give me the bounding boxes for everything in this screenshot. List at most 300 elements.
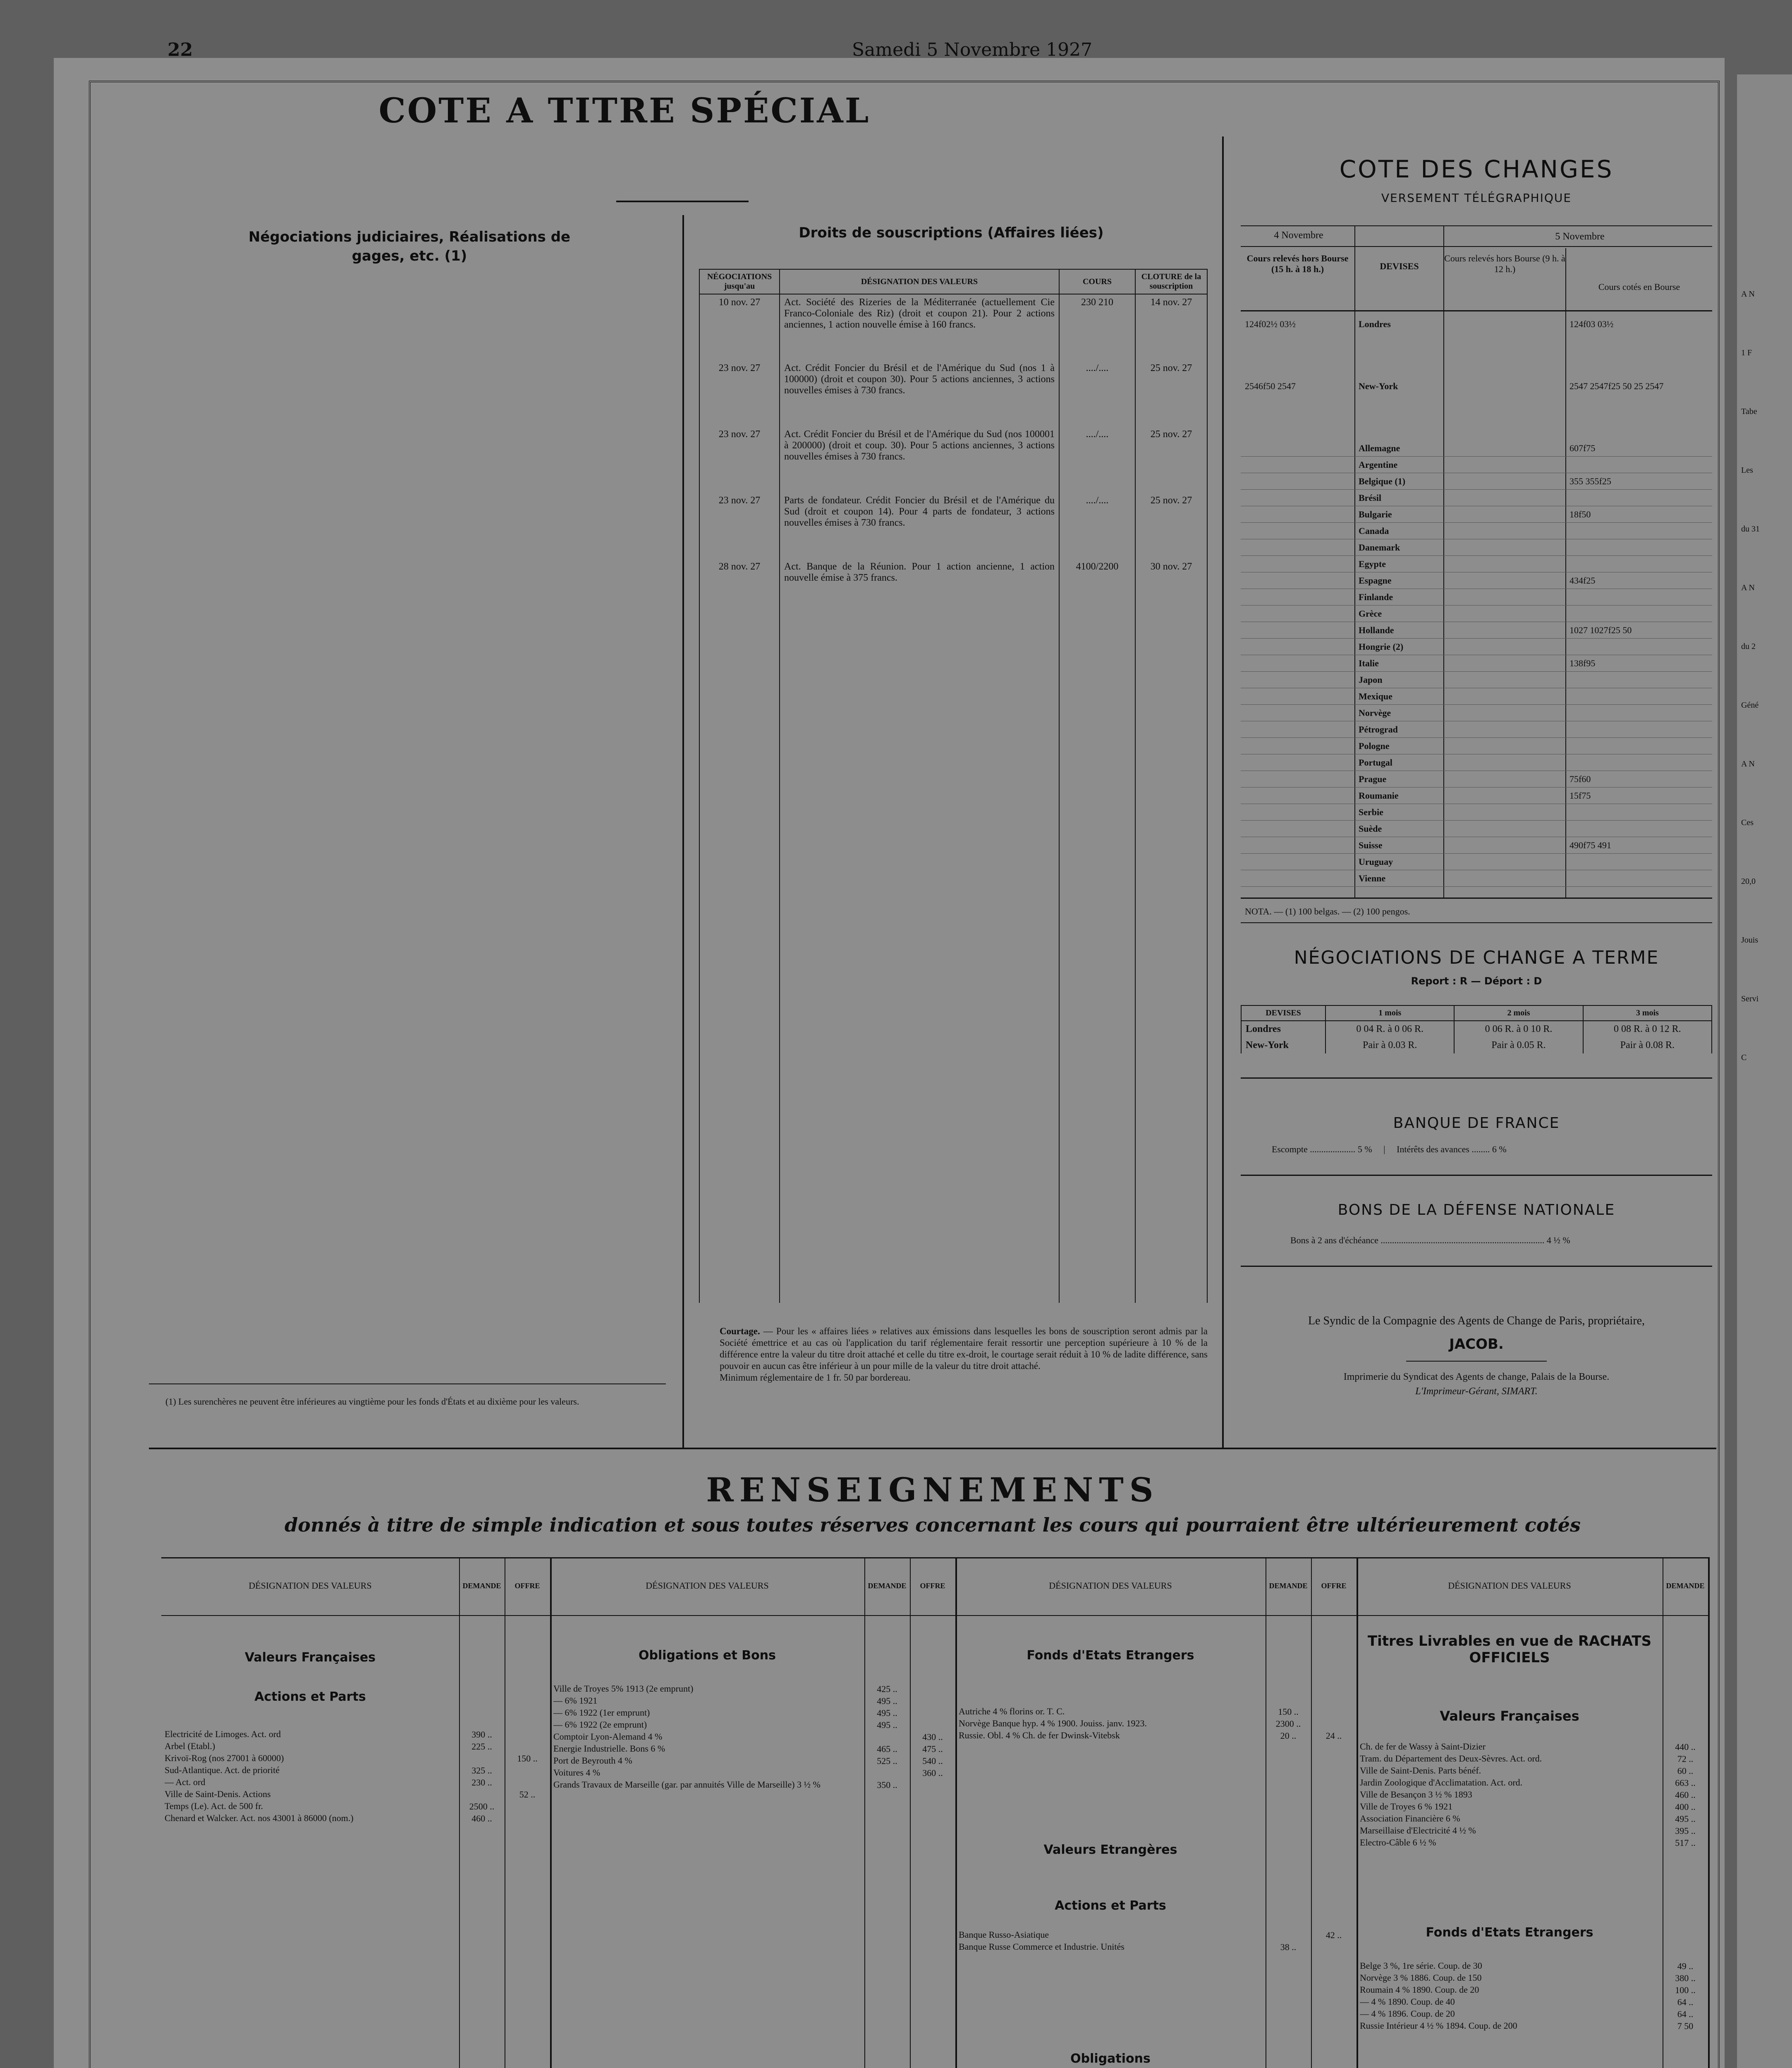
- changes-devise: Argentine: [1359, 460, 1398, 470]
- changes-row: [1241, 606, 1712, 622]
- rens-row-name: Ville de Besançon 3 ½ % 1893: [1360, 1789, 1472, 1800]
- rens-heading: Fonds d'Etats Etrangers: [1426, 1925, 1593, 1940]
- changes-devise: Italie: [1359, 658, 1379, 668]
- changes-row: [1241, 378, 1712, 395]
- souscription-row: [699, 426, 1207, 493]
- changes-devise: Brésil: [1359, 493, 1381, 503]
- rens-heading: Titres Livrables en vue de RACHATS OFFICIELS: [1367, 1633, 1652, 1666]
- changes-row: [1241, 689, 1712, 705]
- rens-col-divider: [955, 1557, 957, 2068]
- changes-row: [1241, 871, 1712, 887]
- terme-cell-m2: Pair à 0.05 R.: [1454, 1037, 1583, 1053]
- changes-devise: Serbie: [1359, 807, 1383, 817]
- rens-row-demande: 49 ..: [1677, 1961, 1694, 1971]
- changes-row-line: [1241, 489, 1712, 490]
- rens-col-divider: [550, 1557, 552, 2068]
- souscription-cell-cloture: 30 nov. 27: [1135, 559, 1207, 625]
- rens-row-demande: 225 ..: [471, 1741, 492, 1752]
- rens-col-header: DÉSIGNATION DES VALEURS: [249, 1580, 372, 1591]
- changes-row-line: [1241, 456, 1712, 457]
- col-header: NÉGOCIATIONS jusqu'au: [699, 269, 780, 294]
- bons-rule: [1241, 1266, 1712, 1267]
- changes-devise: Egypte: [1359, 559, 1386, 569]
- next-page-fragment: A N: [1741, 759, 1755, 768]
- changes-row: [1241, 854, 1712, 871]
- changes-row-line: [1241, 886, 1712, 887]
- changes-row: [1241, 316, 1712, 333]
- souscription-cell-cours: 4100/2200: [1059, 559, 1135, 625]
- bons-label: Bons à 2 ans d'échéance: [1290, 1235, 1378, 1245]
- imprimerie-line: Imprimerie du Syndicat des Agents de change, Palais de la Bourse.: [1343, 1371, 1610, 1382]
- changes-row: [1241, 556, 1712, 573]
- rens-row-demande: 495 ..: [877, 1696, 897, 1706]
- rens-row-name: — 6% 1922 (1er emprunt): [553, 1707, 650, 1718]
- souscription-filler-cell: [699, 625, 780, 1303]
- terme-rule: [1241, 1077, 1712, 1079]
- terme-col-header: 1 mois: [1325, 1005, 1454, 1021]
- terme-cell-m1: 0 04 R. à 0 06 R.: [1325, 1021, 1454, 1037]
- bons-value: 4 ½ %: [1546, 1235, 1570, 1245]
- changes-cote: 607f75: [1569, 443, 1596, 453]
- souscriptions-heading: Droits de souscriptions (Affaires liées): [799, 225, 1104, 241]
- rens-row-name: Sud-Atlantique. Act. de priorité: [165, 1765, 280, 1775]
- banque-line: Escompte .................... 5 % | Intérêts des avances ........ 6 %: [1272, 1144, 1507, 1154]
- left-footnote: (1) Les surenchères ne peuvent être inférieures au vingtième pour les fonds d'États et au dixième pour les valeurs.: [165, 1396, 579, 1407]
- col-header: CLOTURE de la souscription: [1135, 269, 1207, 294]
- rens-row-name: Russie. Obl. 4 % Ch. de fer Dwinsk-Vitebsk: [959, 1730, 1120, 1740]
- changes-note: NOTA. — (1) 100 belgas. — (2) 100 pengos.: [1245, 906, 1410, 917]
- rens-row-name: Ville de Troyes 6 % 1921: [1360, 1801, 1453, 1812]
- changes-row: [1241, 672, 1712, 689]
- changes-row-line: [1241, 555, 1712, 556]
- rens-row-name: Jardin Zoologique d'Acclimatation. Act. ord.: [1360, 1777, 1523, 1788]
- souscription-cell-designation: Act. Société des Rizeries de la Méditerranée (actuellement Cie Franco-Coloniale des Riz) (droit et coupon 21). Pour 2 actions anciennes, 1 action nouvelle émise à 160 francs.: [780, 294, 1059, 360]
- rens-row-demande: 495 ..: [1675, 1814, 1696, 1824]
- changes-rule: [1241, 922, 1712, 923]
- rens-row-name: Roumain 4 % 1890. Coup. de 20: [1360, 1984, 1479, 1995]
- rens-col-header: DEMANDE: [1666, 1582, 1705, 1590]
- rens-row-demande: 400 ..: [1675, 1802, 1696, 1812]
- souscription-cell-designation: Act. Crédit Foncier du Brésil et de l'Amérique du Sud (nos 1 à 100000) (droit et coupon 30). Pour 5 actions anciennes, 3 actions nouvelles émises à 730 francs.: [780, 360, 1059, 426]
- rens-row-name: Krivoï-Rog (nos 27001 à 60000): [165, 1753, 284, 1763]
- changes-row: [1241, 705, 1712, 722]
- rens-row-name: Russie Intérieur 4 ½ % 1894. Coup. de 200: [1360, 2020, 1517, 2031]
- rens-heading: Valeurs Françaises: [244, 1650, 376, 1665]
- souscription-cell-cours: ..../....: [1059, 493, 1135, 559]
- changes-col-header: DEVISES: [1380, 261, 1419, 271]
- next-page-fragment: A N: [1741, 583, 1755, 592]
- souscription-cell-date: 23 nov. 27: [699, 360, 780, 426]
- changes-rule: [1241, 898, 1712, 899]
- changes-row-line: [1241, 853, 1712, 854]
- rens-row-name: Ville de Saint-Denis. Parts bénéf.: [1360, 1765, 1481, 1776]
- changes-row-line: [1241, 671, 1712, 672]
- rens-col-header: DEMANDE: [462, 1582, 501, 1590]
- changes-subtitle: VERSEMENT TÉLÉGRAPHIQUE: [1381, 191, 1572, 205]
- bons-line: Bons à 2 ans d'échéance ........................................................................ 4 ½ %: [1290, 1235, 1570, 1245]
- changes-row-line: [1241, 820, 1712, 821]
- footnote-rule: [149, 1383, 666, 1384]
- changes-row: [1241, 722, 1712, 738]
- terme-cell-devise: Londres: [1241, 1021, 1325, 1037]
- next-page-fragment: du 31: [1741, 524, 1760, 534]
- changes-devise: Roumanie: [1359, 790, 1399, 801]
- terme-col-header: 2 mois: [1454, 1005, 1583, 1021]
- changes-devise: Bulgarie: [1359, 509, 1392, 519]
- next-page-fragment: du 2: [1741, 642, 1756, 651]
- terme-title: NÉGOCIATIONS DE CHANGE A TERME: [1294, 947, 1659, 968]
- rens-row-name: Association Financière 6 %: [1360, 1813, 1460, 1824]
- rens-heading: Obligations et Bons: [639, 1648, 776, 1663]
- changes-row: [1241, 440, 1712, 457]
- rens-col-header: OFFRE: [514, 1582, 540, 1590]
- page-date: Samedi 5 Novembre 1927: [852, 39, 1093, 60]
- terme-cell-devise: New-York: [1241, 1037, 1325, 1053]
- changes-row-line: [1241, 704, 1712, 705]
- rens-row-name: Belge 3 %, 1re série. Coup. de 30: [1360, 1960, 1482, 1971]
- terme-cell-m2: 0 06 R. à 0 10 R.: [1454, 1021, 1583, 1037]
- rens-row-name: Electro-Câble 6 ½ %: [1360, 1837, 1436, 1848]
- changes-devise: Uruguay: [1359, 857, 1393, 867]
- rens-row-demande: 495 ..: [877, 1708, 897, 1718]
- changes-row: [1241, 457, 1712, 474]
- changes-devise: Japon: [1359, 675, 1383, 685]
- title-underline: [616, 201, 749, 202]
- rens-row-name: Ville de Saint-Denis. Actions: [165, 1789, 271, 1799]
- next-page-fragment: 1 F: [1741, 348, 1752, 357]
- courtage-note: [720, 1326, 1208, 1383]
- rens-heading: Valeurs Etrangères: [1043, 1843, 1177, 1857]
- rens-row-offre: 360 ..: [922, 1768, 943, 1778]
- souscriptions-table: [699, 269, 1208, 1303]
- changes-devise: Mexique: [1359, 691, 1392, 701]
- rens-row-offre: 430 ..: [922, 1732, 943, 1742]
- changes-devise: Espagne: [1359, 575, 1392, 586]
- cote-special-title: COTE A TITRE SPÉCIAL: [378, 91, 871, 131]
- souscription-cell-date: 23 nov. 27: [699, 493, 780, 559]
- changes-row: [1241, 656, 1712, 672]
- adjacent-page-edge: [1737, 74, 1792, 2068]
- rens-row-demande: 150 ..: [1278, 1707, 1299, 1717]
- rens-row-demande: 395 ..: [1675, 1826, 1696, 1836]
- rens-row-name: — Act. ord: [165, 1777, 206, 1787]
- rens-col-header: DÉSIGNATION DES VALEURS: [1448, 1580, 1571, 1591]
- changes-date-left: 4 Novembre: [1274, 230, 1323, 241]
- changes-devise: Pétrograd: [1359, 724, 1398, 735]
- changes-devise: Allemagne: [1359, 443, 1400, 453]
- changes-row: [1241, 771, 1712, 788]
- rens-heading: Actions et Parts: [1055, 1898, 1166, 1913]
- souscription-cell-date: 23 nov. 27: [699, 426, 780, 493]
- souscription-cell-date: 10 nov. 27: [699, 294, 780, 360]
- changes-devise: New-York: [1359, 381, 1398, 391]
- rens-row-name: Port de Beyrouth 4 %: [553, 1755, 632, 1766]
- rens-row-name: Norvège Banque hyp. 4 % 1900. Jouiss. janv. 1923.: [959, 1718, 1147, 1728]
- changes-devise: Pologne: [1359, 741, 1390, 751]
- souscription-cell-cours: 230 210: [1059, 294, 1135, 360]
- souscription-row: [699, 360, 1207, 426]
- rens-heading: Actions et Parts: [254, 1690, 366, 1704]
- rens-row-demande: 7 50: [1677, 2021, 1694, 2031]
- rens-row-offre: 24 ..: [1325, 1731, 1342, 1741]
- rens-row-offre: 475 ..: [922, 1744, 943, 1754]
- rens-row-offre: 52 ..: [519, 1789, 536, 1800]
- souscription-cell-cloture: 25 nov. 27: [1135, 360, 1207, 426]
- rens-heading: Valeurs Françaises: [1440, 1708, 1579, 1724]
- avances-label: Intérêts des avances: [1397, 1144, 1469, 1154]
- souscription-cell-designation: Parts de fondateur. Crédit Foncier du Brésil et de l'Amérique du Sud (droit et coupon 14). Pour 4 parts de fondateur, 3 actions nouvelles émises à 730 francs.: [780, 493, 1059, 559]
- rens-row-name: Electricité de Limoges. Act. ord: [165, 1729, 281, 1739]
- changes-row: [1241, 804, 1712, 821]
- changes-col-header: Cours cotés en Bourse: [1598, 282, 1680, 292]
- rens-row-demande: 390 ..: [471, 1729, 492, 1740]
- changes-row: [1241, 788, 1712, 804]
- section-divider: [149, 1448, 1716, 1449]
- changes-devise: Londres: [1359, 319, 1391, 329]
- rens-row-offre: 42 ..: [1325, 1930, 1342, 1940]
- changes-cote: 2547 2547f25 50 25 2547: [1569, 381, 1664, 391]
- changes-cote: 434f25: [1569, 575, 1596, 586]
- rens-row-demande: 38 ..: [1280, 1942, 1297, 1952]
- souscription-cell-designation: Act. Crédit Foncier du Brésil et de l'Amérique du Sud (nos 100001 à 200000) (droit et coup. 30). Pour 5 actions anciennes, 3 actions nouvelles émises à 730 francs.: [780, 426, 1059, 493]
- souscription-cell-cloture: 25 nov. 27: [1135, 426, 1207, 493]
- changes-devise: Norvège: [1359, 708, 1391, 718]
- rens-col-header: DÉSIGNATION DES VALEURS: [646, 1580, 769, 1591]
- terme-row: [1241, 1021, 1712, 1037]
- changes-rule: [1241, 310, 1712, 311]
- changes-row: [1241, 573, 1712, 589]
- changes-row: [1241, 755, 1712, 771]
- changes-devise: Danemark: [1359, 542, 1400, 553]
- changes-row-line: [1241, 605, 1712, 606]
- terme-cell-m1: Pair à 0.03 R.: [1325, 1037, 1454, 1053]
- rens-row-name: — 4 % 1890. Coup. de 40: [1360, 1996, 1455, 2007]
- changes-devise: Belgique (1): [1359, 476, 1406, 486]
- rens-row-offre: 150 ..: [517, 1753, 538, 1764]
- changes-row: [1241, 821, 1712, 838]
- rens-heading: Fonds d'Etats Etrangers: [1026, 1648, 1194, 1663]
- changes-devise: Grèce: [1359, 608, 1382, 619]
- rens-row-demande: 495 ..: [877, 1720, 897, 1730]
- next-page-fragment: C: [1741, 1053, 1747, 1062]
- changes-devise: Hollande: [1359, 625, 1394, 635]
- rens-row-demande: 425 ..: [877, 1684, 897, 1694]
- changes-row-line: [1241, 638, 1712, 639]
- rens-rule: [161, 1557, 1708, 1558]
- banque-title: BANQUE DE FRANCE: [1393, 1115, 1560, 1132]
- changes-row: [1241, 474, 1712, 490]
- rens-row-name: Grands Travaux de Marseille (gar. par annuités Ville de Marseille) 3 ½ %: [553, 1779, 821, 1790]
- changes-cote: 138f95: [1569, 658, 1596, 668]
- bons-title: BONS DE LA DÉFENSE NATIONALE: [1337, 1202, 1615, 1218]
- rens-row-name: Banque Russe Commerce et Industrie. Unités: [959, 1941, 1124, 1952]
- rens-row-name: Energie Industrielle. Bons 6 %: [553, 1743, 665, 1754]
- rens-rule: [161, 1615, 1708, 1616]
- terme-cell-m3: 0 08 R. à 0 12 R.: [1583, 1021, 1712, 1037]
- changes-cote: 355 355f25: [1569, 476, 1611, 486]
- changes-row-line: [1241, 737, 1712, 738]
- rens-row-name: Voitures 4 %: [553, 1767, 601, 1778]
- terme-row: [1241, 1037, 1712, 1053]
- column-divider: [1222, 136, 1224, 1448]
- changes-rule: [1241, 246, 1712, 247]
- escompte-label: Escompte: [1272, 1144, 1308, 1154]
- rens-row-demande: 64 ..: [1677, 2009, 1694, 2019]
- rens-row-name: Comptoir Lyon-Alemand 4 %: [553, 1731, 663, 1742]
- souscription-cell-cloture: 25 nov. 27: [1135, 493, 1207, 559]
- changes-devise: Canada: [1359, 526, 1389, 536]
- souscription-filler-cell: [1059, 625, 1135, 1303]
- rens-col-divider: [1708, 1557, 1710, 2068]
- next-page-fragment: Ces: [1741, 818, 1754, 827]
- changes-prev: 2546f50 2547: [1245, 381, 1296, 391]
- changes-row: [1241, 490, 1712, 507]
- rens-row-name: Ville de Troyes 5% 1913 (2e emprunt): [553, 1683, 694, 1694]
- rens-row-demande: 663 ..: [1675, 1778, 1696, 1788]
- next-page-fragment: Jouis: [1741, 936, 1759, 945]
- rens-col-header: DÉSIGNATION DES VALEURS: [1049, 1580, 1172, 1591]
- gerant-line: L'Imprimeur-Gérant, SIMART.: [1415, 1386, 1538, 1397]
- changes-prev: 124f02½ 03½: [1245, 319, 1296, 329]
- rens-row-demande: 350 ..: [877, 1780, 897, 1790]
- next-page-fragment: Géné: [1741, 701, 1759, 710]
- souscription-filler-cell: [1135, 625, 1207, 1303]
- rens-row-demande: 440 ..: [1675, 1742, 1696, 1752]
- rens-row-name: Tram. du Département des Deux-Sèvres. Act. ord.: [1360, 1753, 1542, 1764]
- rens-row-demande: 460 ..: [471, 1813, 492, 1824]
- escompte-value: 5 %: [1357, 1144, 1372, 1154]
- terme-cell-m3: Pair à 0.08 R.: [1583, 1037, 1712, 1053]
- souscription-cell-cloture: 14 nov. 27: [1135, 294, 1207, 360]
- rens-row-demande: 325 ..: [471, 1765, 492, 1776]
- changes-devise: Finlande: [1359, 592, 1393, 602]
- changes-devise: Suisse: [1359, 840, 1383, 850]
- changes-row: [1241, 639, 1712, 656]
- renseignements-title: RENSEIGNEMENTS: [706, 1470, 1159, 1509]
- changes-row: [1241, 738, 1712, 755]
- rens-row-demande: 230 ..: [471, 1777, 492, 1788]
- col-header: DÉSIGNATION DES VALEURS: [780, 269, 1059, 294]
- souscription-row: [699, 294, 1207, 360]
- next-page-fragment: Les: [1741, 466, 1753, 475]
- rens-row-name: Chenard et Walcker. Act. nos 43001 à 86000 (nom.): [165, 1813, 354, 1823]
- souscription-row: [699, 559, 1207, 625]
- renseignements-subtitle: donnés à titre de simple indication et sous toutes réserves concernant les cours qui pourraient être ultérieurement cotés: [285, 1514, 1581, 1536]
- rens-row-demande: 60 ..: [1677, 1766, 1694, 1776]
- rens-row-demande: 2500 ..: [469, 1801, 495, 1812]
- changes-devise: Suède: [1359, 823, 1382, 834]
- changes-cote: 490f75 491: [1569, 840, 1611, 850]
- souscription-filler-cell: [780, 625, 1059, 1303]
- rens-row-name: Arbel (Etabl.): [165, 1741, 215, 1751]
- rens-col-header: OFFRE: [920, 1582, 945, 1590]
- changes-row: [1241, 622, 1712, 639]
- rens-row-name: Norvège 3 % 1886. Coup. de 150: [1360, 1972, 1482, 1983]
- changes-col-header: Cours relevés hors Bourse (15 h. à 18 h.): [1247, 253, 1349, 274]
- rens-heading: Obligations: [1070, 2051, 1151, 2066]
- rens-col-line: [1311, 1557, 1312, 2068]
- changes-cote: 75f60: [1569, 774, 1591, 784]
- rens-row-demande: 2300 ..: [1275, 1719, 1301, 1729]
- rens-row-demande: 517 ..: [1675, 1838, 1696, 1848]
- changes-title: COTE DES CHANGES: [1339, 155, 1614, 183]
- terme-subtitle: Report : R — Déport : D: [1411, 975, 1542, 987]
- next-page-fragment: 20,0: [1741, 877, 1756, 886]
- changes-date-right: 5 Novembre: [1555, 231, 1605, 242]
- rens-row-name: Marseillaise d'Electricité 4 ½ %: [1360, 1825, 1476, 1836]
- changes-devise: Prague: [1359, 774, 1387, 784]
- souscription-cell-designation: Act. Banque de la Réunion. Pour 1 action ancienne, 1 action nouvelle émise à 375 francs.: [780, 559, 1059, 625]
- rens-col-header: DEMANDE: [868, 1582, 907, 1590]
- rens-row-demande: 100 ..: [1675, 1985, 1696, 1995]
- souscription-row: [699, 493, 1207, 559]
- terme-col-header: DEVISES: [1241, 1005, 1325, 1021]
- rens-row-demande: 465 ..: [877, 1744, 897, 1754]
- changes-rule: [1241, 225, 1712, 226]
- terme-col-header: 3 mois: [1583, 1005, 1712, 1021]
- column-divider: [682, 215, 684, 1448]
- changes-devise: Portugal: [1359, 757, 1392, 768]
- changes-row-line: [1241, 522, 1712, 523]
- avances-value: 6 %: [1492, 1144, 1507, 1154]
- syndic-line: Le Syndic de la Compagnie des Agents de Change de Paris, propriétaire,: [1308, 1314, 1645, 1327]
- changes-devise: Vienne: [1359, 873, 1386, 883]
- rens-row-name: Banque Russo-Asiatique: [959, 1929, 1049, 1940]
- rens-row-offre: 540 ..: [922, 1756, 943, 1766]
- changes-row: [1241, 507, 1712, 523]
- rens-col-line: [910, 1557, 911, 2068]
- rens-row-name: — 4 % 1896. Coup. de 20: [1360, 2008, 1455, 2019]
- souscription-cell-cours: ..../....: [1059, 426, 1135, 493]
- courtage-minimum: Minimum réglementaire de 1 fr. 50 par bordereau.: [720, 1372, 911, 1383]
- changes-row: [1241, 838, 1712, 854]
- souscription-cell-cours: ..../....: [1059, 360, 1135, 426]
- changes-cote: 18f50: [1569, 509, 1591, 519]
- changes-cote: 124f03 03½: [1569, 319, 1614, 329]
- next-page-fragment: Tabe: [1741, 407, 1757, 416]
- rens-row-name: — 6% 1922 (2e emprunt): [553, 1719, 647, 1730]
- rens-col-header: DEMANDE: [1269, 1582, 1308, 1590]
- rens-row-demande: 20 ..: [1280, 1731, 1297, 1741]
- syndic-rule: [1406, 1361, 1547, 1362]
- next-page-fragment: A N: [1741, 290, 1755, 299]
- col-header: COURS: [1059, 269, 1135, 294]
- rens-row-demande: 525 ..: [877, 1756, 897, 1766]
- souscription-cell-date: 28 nov. 27: [699, 559, 780, 625]
- souscription-filler: [699, 625, 1207, 1303]
- changes-devise: Hongrie (2): [1359, 641, 1404, 652]
- changes-row: [1241, 589, 1712, 606]
- judiciaires-heading: Négociations judiciaires, Réalisations de gages, etc. (1): [248, 229, 571, 264]
- rens-col-line: [864, 1557, 865, 2068]
- rens-row-demande: 72 ..: [1677, 1754, 1694, 1764]
- changes-row: [1241, 540, 1712, 556]
- rens-row-name: Temps (Le). Act. de 500 fr.: [165, 1801, 263, 1811]
- page-number: 22: [167, 39, 193, 60]
- rens-row-demande: 64 ..: [1677, 1997, 1694, 2007]
- banque-rule: [1241, 1175, 1712, 1176]
- rens-row-name: Autriche 4 % florins or. T. C.: [959, 1706, 1065, 1716]
- courtage-text: — Pour les « affaires liées » relatives aux émissions dans lesquelles les bons de souscription seront admis par la Société émettrice et au cas où l'application du tarif réglementaire ferait ressortir une perception supérieure à 10 % de la différence entre la valeur du titre droit attaché et celle du titre ex-droit, le courtage serait réduit à 10 % de ladite différence, sans pouvoir en aucun cas être inférieur à un pour mille de la valeur du titre droit attaché.: [720, 1326, 1208, 1371]
- changes-row: [1241, 523, 1712, 540]
- rens-row-name: Ch. de fer de Wassy à Saint-Dizier: [1360, 1741, 1486, 1752]
- changes-cote: 15f75: [1569, 790, 1591, 801]
- rens-row-demande: 460 ..: [1675, 1790, 1696, 1800]
- rens-row-name: — 6% 1921: [553, 1695, 598, 1706]
- syndic-name: JACOB.: [1449, 1336, 1504, 1352]
- rens-col-header: OFFRE: [1321, 1582, 1347, 1590]
- terme-table: [1241, 1005, 1712, 1053]
